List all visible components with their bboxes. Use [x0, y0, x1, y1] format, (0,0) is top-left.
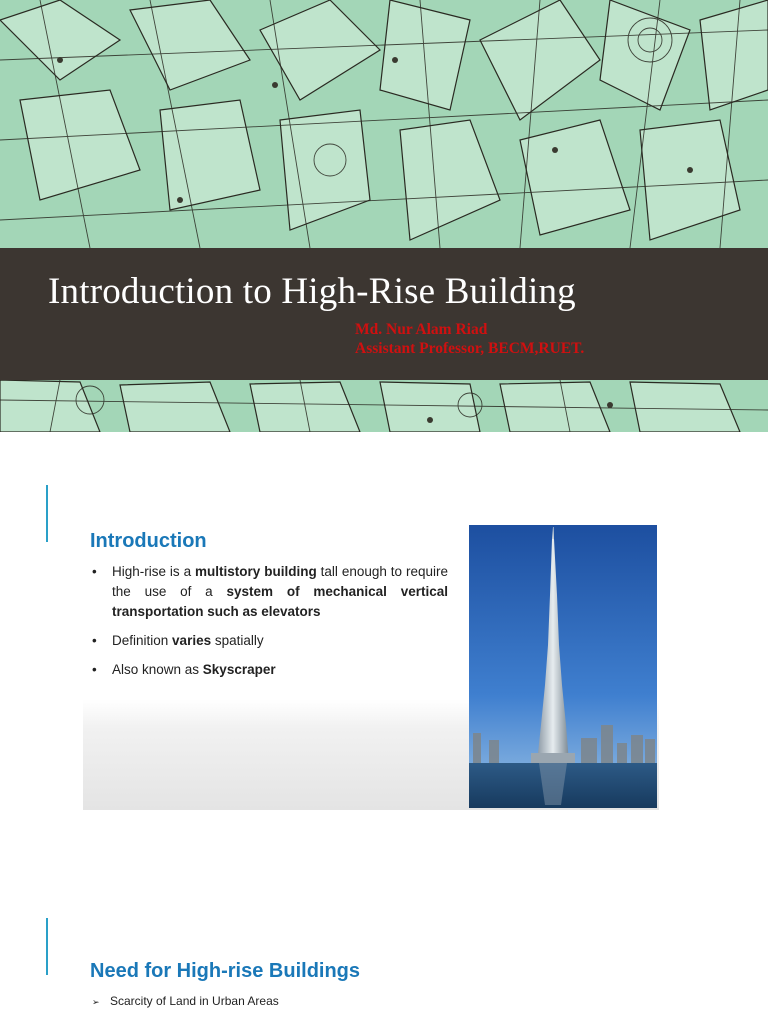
list-item: • High-rise is a multistory building tall enough to require the use of a system of mechanical vertical transportation such as elevators — [92, 562, 448, 622]
title-band — [0, 248, 768, 380]
need-heading: Need for High-rise Buildings — [90, 960, 361, 982]
slide-accent-bar — [46, 485, 48, 542]
author-position: Assistant Professor, BECM,RUET. — [355, 340, 585, 357]
slide-accent-bar — [46, 918, 48, 975]
title-slide — [0, 0, 768, 432]
introduction-bullets — [92, 562, 448, 680]
need-list — [92, 992, 279, 1011]
list-item: ➢ Scarcity of Land in Urban Areas — [92, 992, 279, 1011]
list-item: • Also known as Skyscraper — [92, 660, 448, 680]
introduction-heading: Introduction — [90, 530, 207, 552]
author-block — [355, 320, 584, 358]
author-name: Md. Nur Alam Riad — [355, 321, 488, 338]
skyscraper-photo — [469, 525, 657, 808]
list-item: • Definition varies spatially — [92, 631, 448, 651]
arrowhead-bullet-icon: ➢ — [92, 997, 100, 1007]
presentation-title: Introduction to High-Rise Building — [48, 271, 576, 312]
